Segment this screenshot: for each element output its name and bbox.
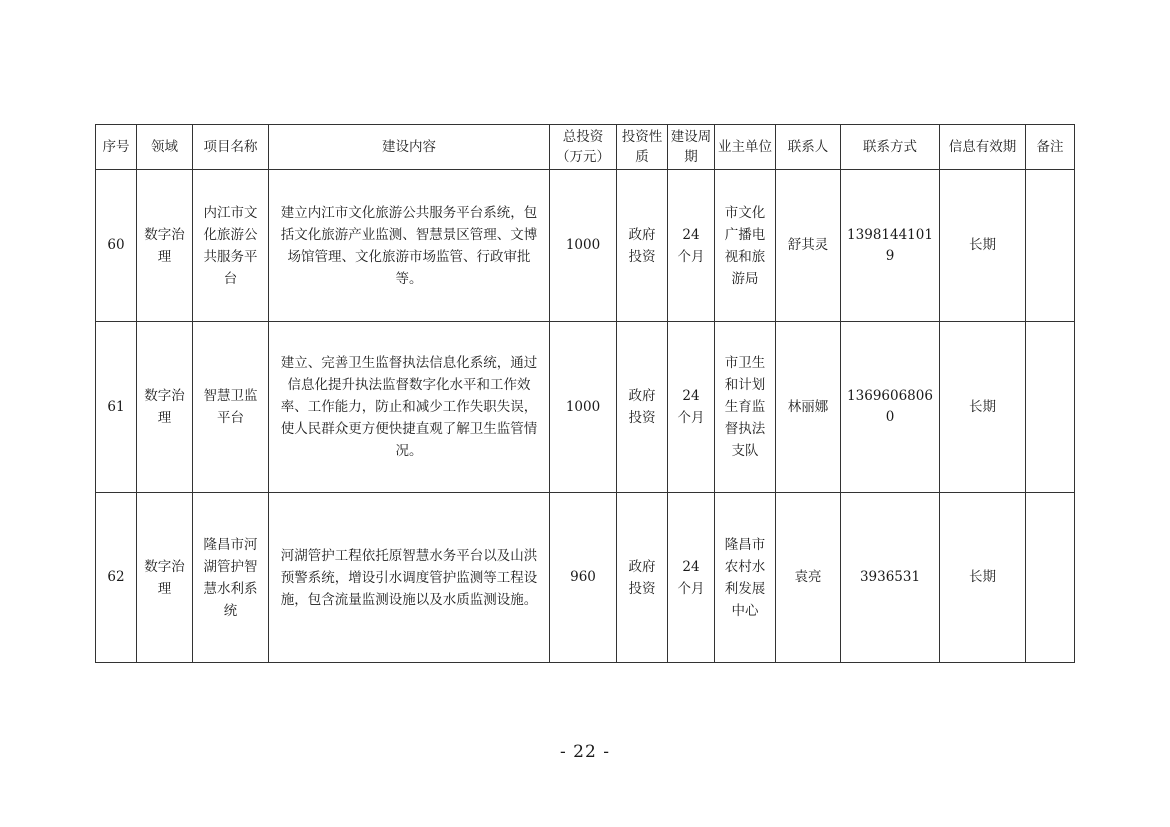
cell-contact: 林丽娜 xyxy=(776,322,841,493)
cell-content: 河湖管护工程依托原智慧水务平台以及山洪预警系统，增设引水调度管护监测等工程设施，包含流量监测设施以及水质监测设施。 xyxy=(269,493,550,663)
cell-owner: 市卫生和计划生育监督执法支队 xyxy=(715,322,776,493)
cell-seq: 62 xyxy=(96,493,137,663)
table-row xyxy=(96,322,1075,493)
cell-validity: 长期 xyxy=(940,493,1026,663)
header-domain: 领域 xyxy=(137,125,193,170)
cell-seq: 60 xyxy=(96,170,137,322)
cell-domain: 数字治理 xyxy=(137,322,193,493)
header-nature: 投资性质 xyxy=(617,125,668,170)
table-row xyxy=(96,493,1075,663)
header-content: 建设内容 xyxy=(269,125,550,170)
cell-contact: 袁亮 xyxy=(776,493,841,663)
cell-period: 24 个月 xyxy=(668,322,715,493)
cell-investment: 1000 xyxy=(550,170,617,322)
header-phone: 联系方式 xyxy=(841,125,940,170)
cell-nature: 政府投资 xyxy=(617,493,668,663)
header-contact: 联系人 xyxy=(776,125,841,170)
cell-period: 24 个月 xyxy=(668,170,715,322)
cell-content: 建立内江市文化旅游公共服务平台系统，包括文化旅游产业监测、智慧景区管理、文博场馆管理、文化旅游市场监管、行政审批等。 xyxy=(269,170,550,322)
cell-investment: 960 xyxy=(550,493,617,663)
cell-remarks xyxy=(1026,322,1075,493)
cell-domain: 数字治理 xyxy=(137,170,193,322)
cell-project-name: 隆昌市河湖管护智慧水利系统 xyxy=(193,493,269,663)
project-table xyxy=(95,124,1075,663)
table-row xyxy=(96,170,1075,322)
cell-project-name: 内江市文化旅游公共服务平台 xyxy=(193,170,269,322)
cell-phone: 13981441019 xyxy=(841,170,940,322)
page-number: - 22 - xyxy=(560,742,610,762)
cell-content: 建立、完善卫生监督执法信息化系统，通过信息化提升执法监督数字化水平和工作效率、工作能力，防止和减少工作失职失误，使人民群众更方便快捷直观了解卫生监管情况。 xyxy=(269,322,550,493)
cell-validity: 长期 xyxy=(940,322,1026,493)
cell-contact: 舒其灵 xyxy=(776,170,841,322)
header-remarks: 备注 xyxy=(1026,125,1075,170)
header-name: 项目名称 xyxy=(193,125,269,170)
cell-remarks xyxy=(1026,493,1075,663)
cell-owner: 隆昌市农村水利发展中心 xyxy=(715,493,776,663)
cell-phone: 3936531 xyxy=(841,493,940,663)
cell-phone: 13696068060 xyxy=(841,322,940,493)
header-period: 建设周期 xyxy=(668,125,715,170)
header-validity: 信息有效期 xyxy=(940,125,1026,170)
cell-investment: 1000 xyxy=(550,322,617,493)
cell-nature: 政府投资 xyxy=(617,322,668,493)
cell-project-name: 智慧卫监平台 xyxy=(193,322,269,493)
cell-nature: 政府投资 xyxy=(617,170,668,322)
table-header-row xyxy=(96,125,1075,170)
header-investment: 总投资（万元） xyxy=(550,125,617,170)
cell-remarks xyxy=(1026,170,1075,322)
cell-domain: 数字治理 xyxy=(137,493,193,663)
cell-seq: 61 xyxy=(96,322,137,493)
cell-validity: 长期 xyxy=(940,170,1026,322)
cell-owner: 市文化广播电视和旅游局 xyxy=(715,170,776,322)
header-owner: 业主单位 xyxy=(715,125,776,170)
cell-period: 24 个月 xyxy=(668,493,715,663)
header-seq: 序号 xyxy=(96,125,137,170)
